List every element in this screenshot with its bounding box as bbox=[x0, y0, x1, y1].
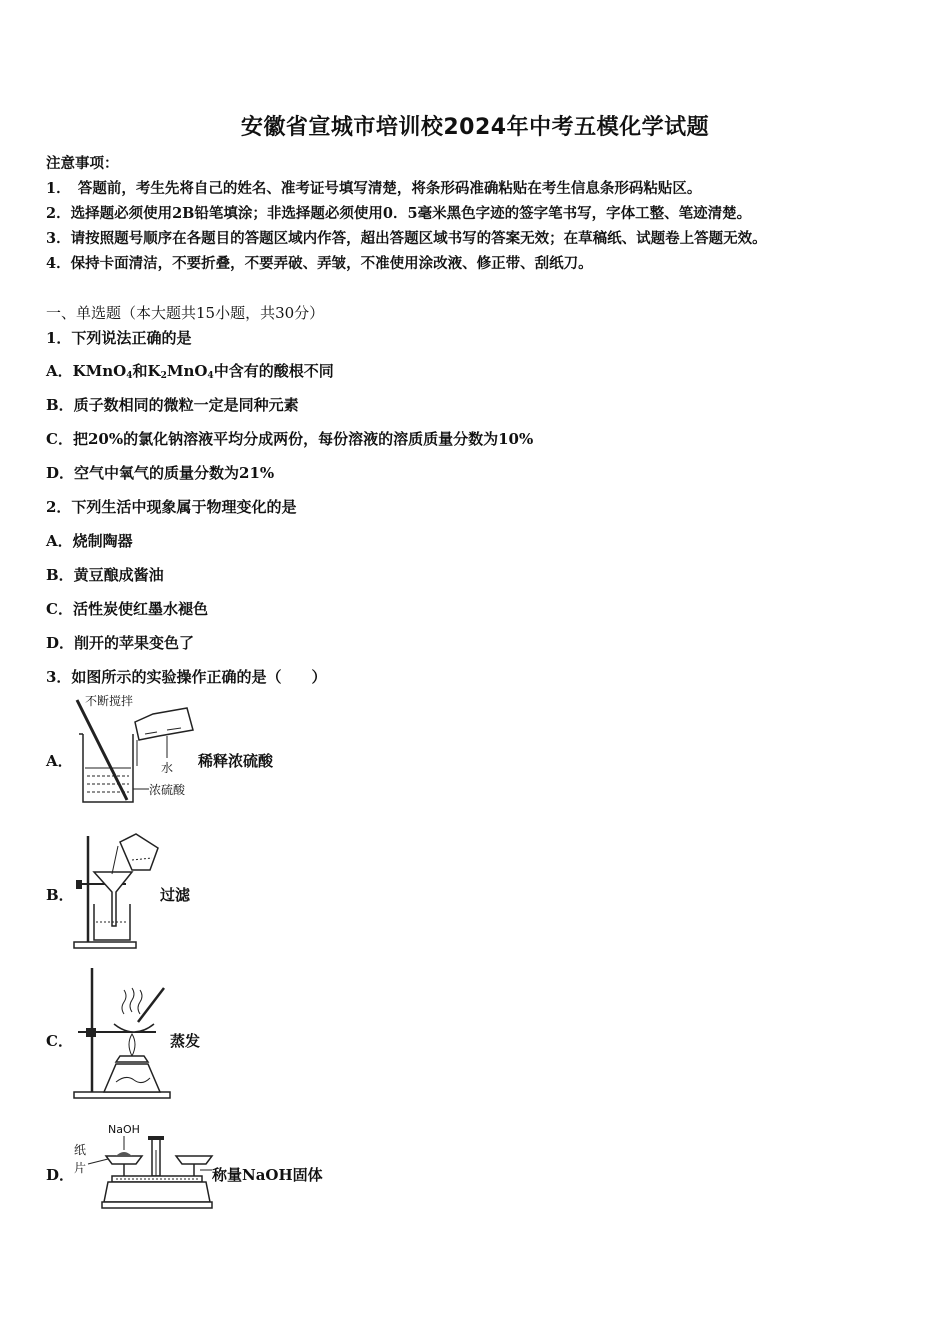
naoh-label: NaOH bbox=[108, 1123, 140, 1136]
notice-item-2: 2．选择题必须使用2B铅笔填涂；非选择题必须使用0．5毫米黑色字迹的签字笔书写，字体工整、笔迹清楚。 bbox=[46, 205, 752, 222]
q3-option-b-label: B． bbox=[46, 886, 74, 904]
paper-label-2: 片 bbox=[74, 1161, 87, 1175]
q1-option-d: D．空气中氧气的质量分数为21% bbox=[46, 464, 275, 482]
q3-option-d-label: D． bbox=[46, 1166, 75, 1184]
q3-stem: 3．如图所示的实验操作正确的是（ ） bbox=[46, 668, 327, 686]
dilute-acid-figure bbox=[75, 694, 200, 806]
notice-item-1: 1． 答题前，考生先将自己的姓名、准考证号填写清楚，将条形码准确粘贴在考生信息条形码粘贴区。 bbox=[46, 180, 702, 197]
q2-option-c: C．活性炭使红墨水褪色 bbox=[46, 600, 208, 618]
filtration-figure bbox=[72, 830, 164, 950]
section-heading: 一、单选题（本大题共15小题，共30分） bbox=[46, 304, 325, 322]
q3-option-a-caption: 稀释浓硫酸 bbox=[198, 752, 274, 770]
q3-option-d-caption: 称量NaOH固体 bbox=[212, 1166, 323, 1184]
q3-option-a-label: A． bbox=[46, 752, 73, 770]
notice-item-3: 3．请按照题号顺序在各题目的答题区域内作答，超出答题区域书写的答案无效；在草稿纸、试题卷上答题无效。 bbox=[46, 230, 767, 247]
balance-figure bbox=[72, 1120, 214, 1212]
q1-option-c: C．把20%的氯化钠溶液平均分成两份，每份溶液的溶质质量分数为10% bbox=[46, 430, 534, 448]
q2-option-d: D．削开的苹果变色了 bbox=[46, 634, 195, 652]
notice-item-4: 4．保持卡面清洁，不要折叠，不要弄破、弄皱，不准使用涂改液、修正带、刮纸刀。 bbox=[46, 255, 593, 272]
q1-option-b: B．质子数相同的微粒一定是同种元素 bbox=[46, 396, 299, 414]
q2-option-a: A．烧制陶器 bbox=[46, 532, 133, 550]
q3-option-c-label: C． bbox=[46, 1032, 73, 1050]
q3-option-b-caption: 过滤 bbox=[160, 886, 191, 904]
q2-stem: 2．下列生活中现象属于物理变化的是 bbox=[46, 498, 297, 516]
q3-option-c-caption: 蒸发 bbox=[170, 1032, 201, 1050]
water-label: 水 bbox=[161, 761, 174, 775]
page-title: 安徽省宣城市培训校2024年中考五模化学试题 bbox=[240, 115, 710, 140]
q2-option-b: B．黄豆酿成酱油 bbox=[46, 566, 164, 584]
notice-heading: 注意事项： bbox=[46, 155, 119, 172]
evaporation-figure bbox=[72, 964, 176, 1102]
q1-stem: 1．下列说法正确的是 bbox=[46, 329, 192, 347]
paper-label-1: 纸 bbox=[74, 1143, 87, 1157]
stir-label: 不断搅拌 bbox=[85, 694, 134, 708]
acid-label: 浓硫酸 bbox=[149, 783, 186, 797]
q1-option-a: A．KMnO$_4$和$K_2MnO_4$中含有的酸根不同 bbox=[46, 362, 334, 381]
